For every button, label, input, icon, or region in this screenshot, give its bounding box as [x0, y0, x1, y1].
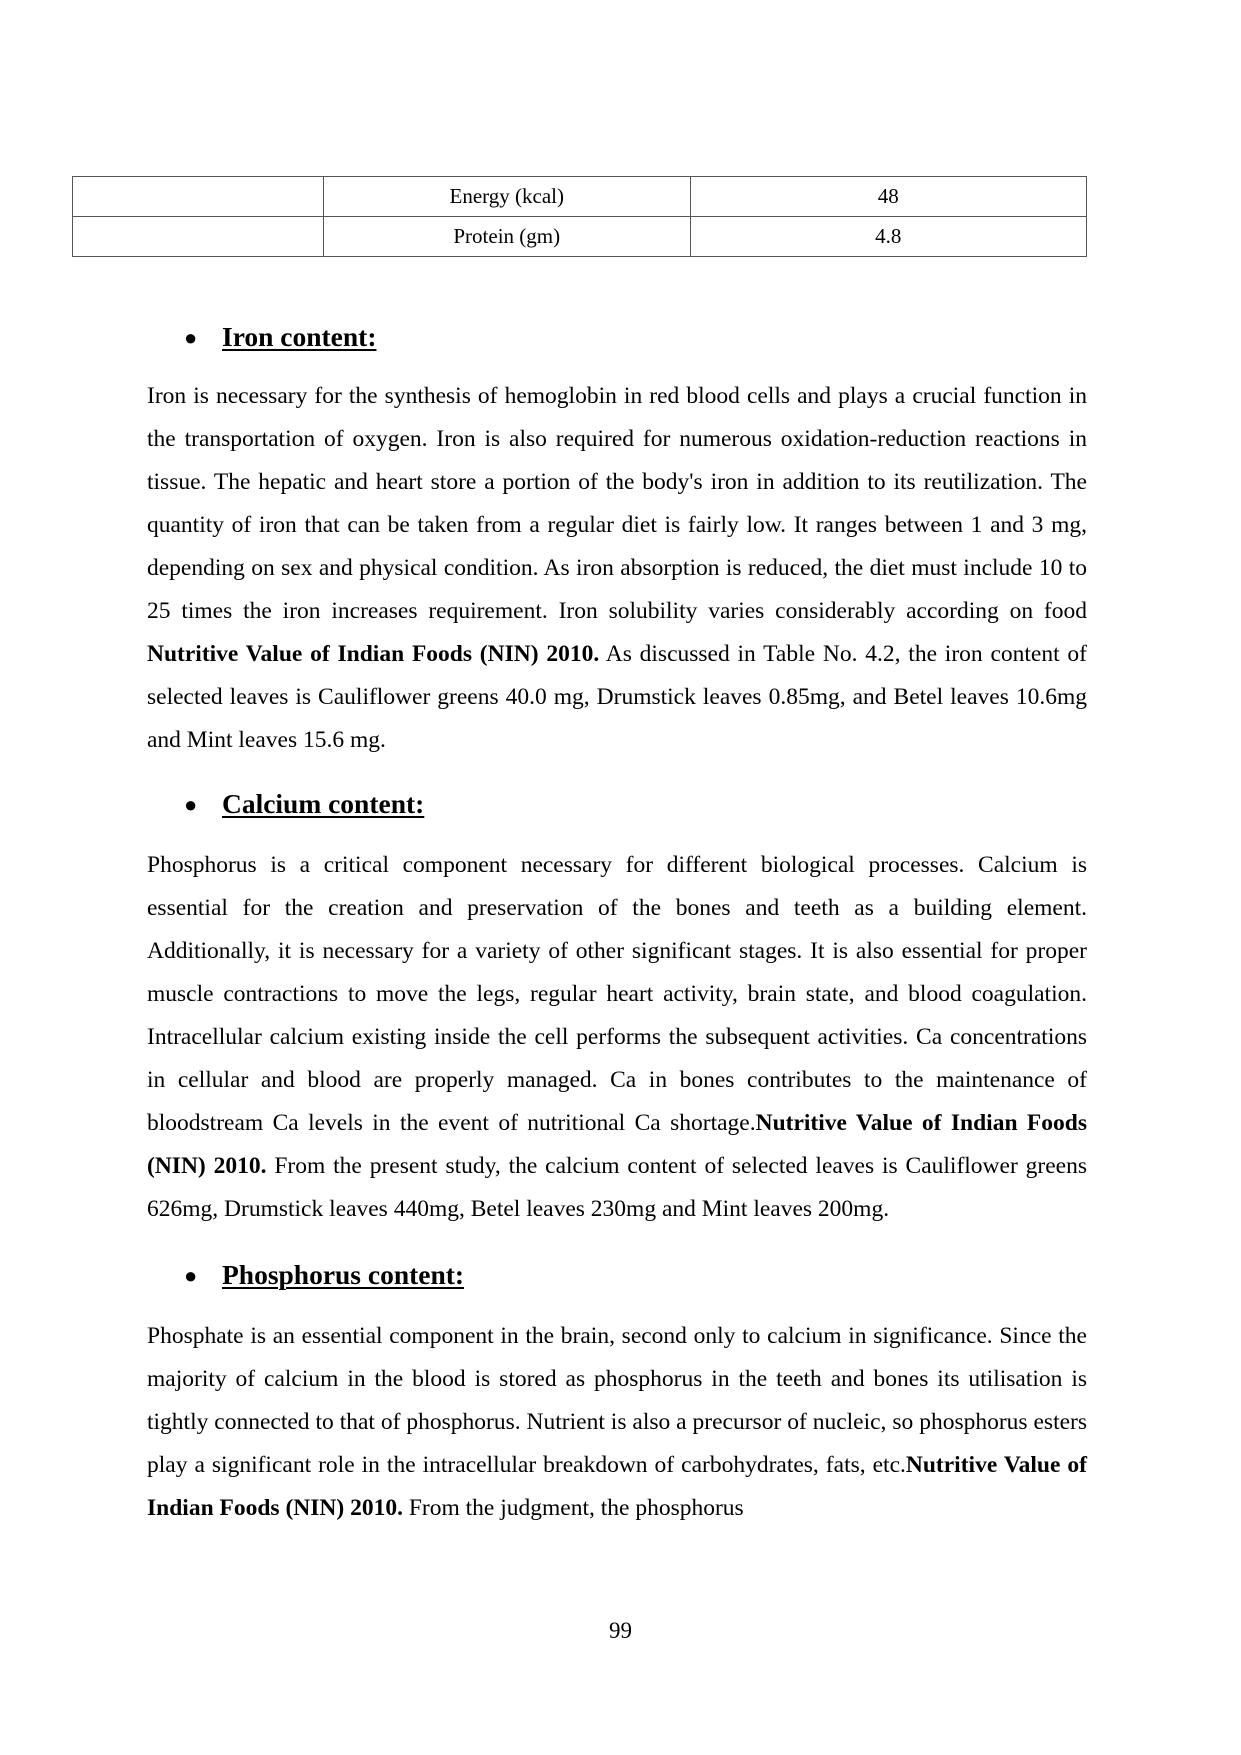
citation: Nutritive Value of Indian Foods (NIN) 2010.	[147, 641, 600, 667]
table-cell-value: 4.8	[690, 217, 1086, 257]
iron-content-heading	[147, 316, 1087, 359]
iron-content-paragraph	[147, 375, 1087, 762]
citation: Nutritive Value of Indian Foods (NIN) 2010.	[147, 1110, 1087, 1179]
paragraph-text: Iron is necessary for the synthesis of hemoglobin in red blood cells and plays a crucial function in the transportation of oxygen. Iron is also required for numerous oxidation-reduction reactions in tissue. The hepatic and heart store a portion of the body's iron in addition to its reutilization. The quantity of iron that can be taken from a regular diet is fairly low. It ranges between 1 and 3 mg, depending on sex and physical condition. As iron absorption is reduced, the diet must include 10 to 25 times the iron increases requirement. Iron solubility varies considerably according on food	[147, 383, 1087, 624]
table-row	[73, 177, 1087, 217]
paragraph-text: Phosphorus is a critical component necessary for different biological processes. Calcium is essential for the creation and preservation of the bones and teeth as a building element. Additionally, it is necessary for a variety of other significant stages. It is also essential for proper muscle contractions to move the legs, regular heart activity, brain state, and blood coagulation. Intracellular calcium existing inside the cell performs the subsequent activities. Ca concentrations in cellular and blood are properly managed. Ca in bones contributes to the maintenance of bloodstream Ca levels in the event of nutritional Ca shortage.	[147, 852, 1087, 1136]
document-body	[147, 316, 1087, 1530]
paragraph-text: From the present study, the calcium content of selected leaves is Cauliflower greens 626mg, Drumstick leaves 440mg, Betel leaves 230mg and Mint leaves 200mg.	[147, 1153, 1087, 1222]
table-cell	[73, 177, 324, 217]
table-cell-nutrient: Protein (gm)	[323, 217, 690, 257]
bullet-icon: ●	[184, 325, 198, 350]
paragraph-text: Phosphate is an essential component in the brain, second only to calcium in significance. Since the majority of calcium in the blood is stored as phosphorus in the teeth and bones its utilisation is tightly connected to that of phosphorus. Nutrient is also a precursor of nucleic, so phosphorus esters play a significant role in the intracellular breakdown of carbohydrates, fats, etc.	[147, 1323, 1087, 1478]
nutrient-table	[72, 176, 1087, 257]
page-number: 99	[609, 1618, 632, 1643]
bullet-icon: ●	[184, 792, 198, 817]
table-row	[73, 217, 1087, 257]
paragraph-text: From the judgment, the phosphorus	[402, 1495, 744, 1521]
heading-text: Phosphorus content:	[222, 1260, 465, 1290]
phosphorus-content-heading	[147, 1254, 1087, 1297]
heading-text: Calcium content:	[222, 789, 425, 819]
calcium-content-paragraph	[147, 844, 1087, 1231]
citation: Nutritive Value of Indian Foods (NIN) 2010.	[147, 1452, 1088, 1521]
phosphorus-content-paragraph	[147, 1315, 1087, 1530]
calcium-content-heading	[147, 783, 1087, 826]
table-cell-value: 48	[690, 177, 1086, 217]
table-cell	[73, 217, 324, 257]
paragraph-text: As discussed in Table No. 4.2, the iron content of selected leaves is Cauliflower greens 40.0 mg, Drumstick leaves 0.85mg, and Betel leaves 10.6mg and Mint leaves 15.6 mg.	[147, 641, 1088, 753]
heading-text: Iron content:	[222, 322, 377, 352]
table-cell-nutrient: Energy (kcal)	[323, 177, 690, 217]
bullet-icon: ●	[184, 1263, 198, 1288]
